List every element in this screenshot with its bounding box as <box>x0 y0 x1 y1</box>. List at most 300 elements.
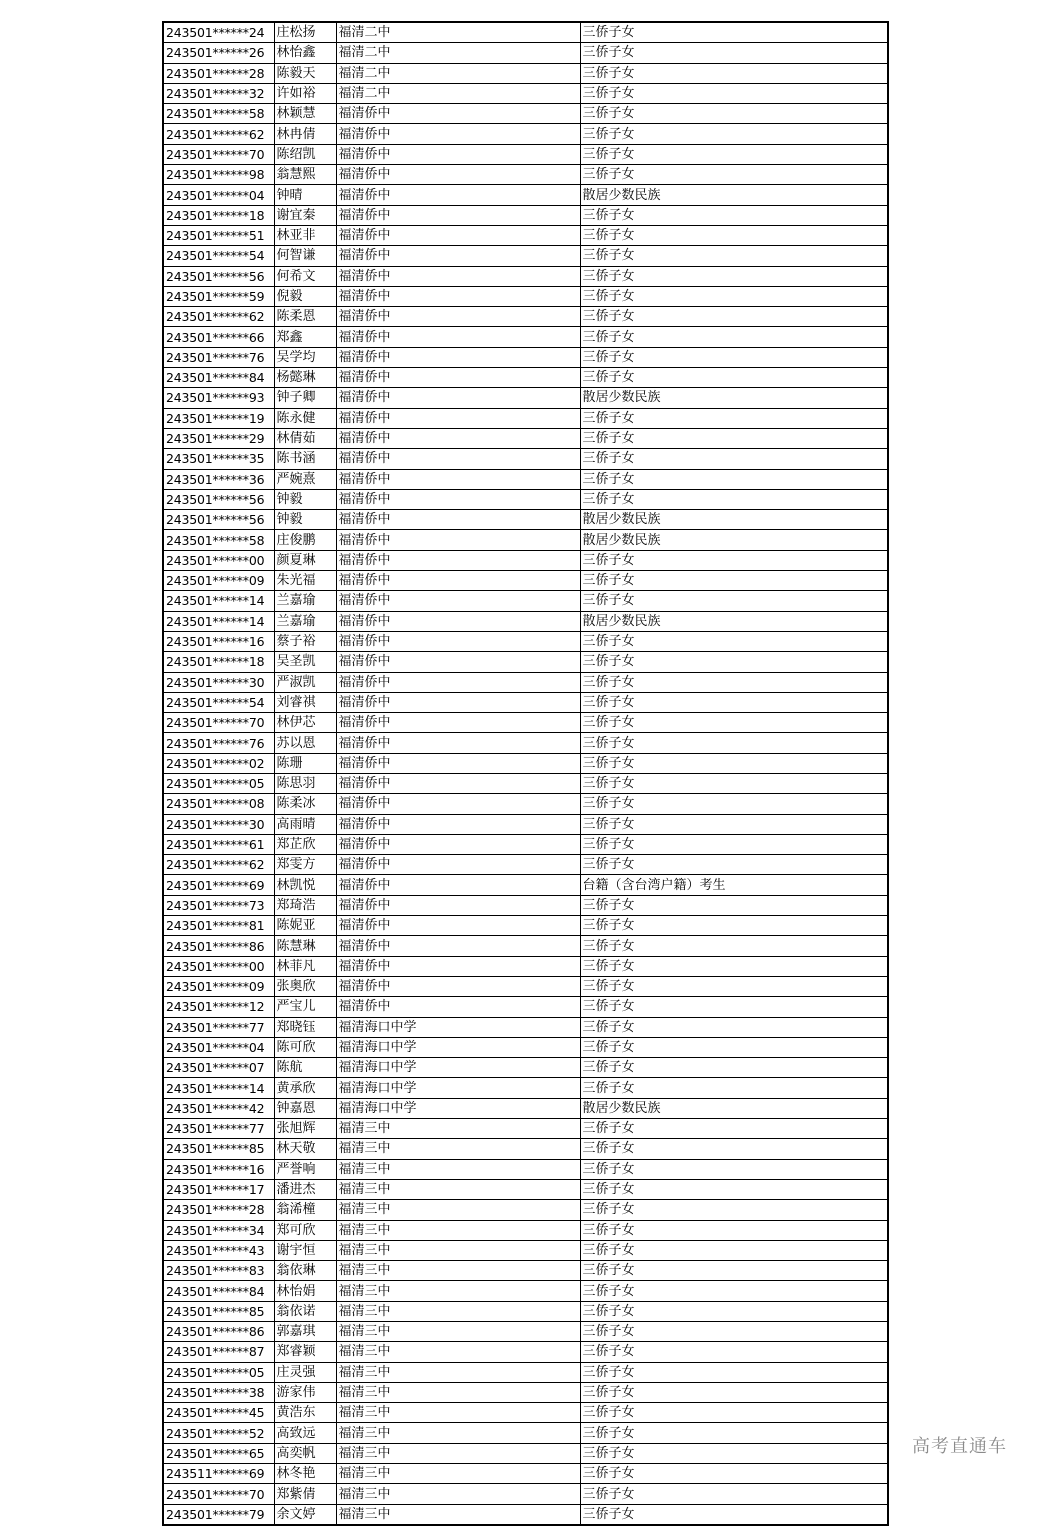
school-cell: 福清侨中 <box>336 733 580 753</box>
table-row <box>163 814 888 834</box>
school-cell: 福清三中 <box>336 1220 580 1240</box>
school-cell: 福清侨中 <box>336 713 580 733</box>
name-cell: 林凯悦 <box>274 875 336 895</box>
table-row <box>163 591 888 611</box>
table-row <box>163 1179 888 1199</box>
exam-id-cell: 243501******69 <box>163 875 274 895</box>
school-cell: 福清三中 <box>336 1382 580 1402</box>
exam-id-cell: 243501******52 <box>163 1423 274 1443</box>
school-cell: 福清三中 <box>336 1159 580 1179</box>
category-cell: 散居少数民族 <box>580 388 888 408</box>
school-cell: 福清侨中 <box>336 489 580 509</box>
exam-id-cell: 243501******56 <box>163 489 274 509</box>
exam-id-cell: 243501******30 <box>163 814 274 834</box>
table-row <box>163 550 888 570</box>
exam-id-cell: 243501******98 <box>163 165 274 185</box>
school-cell: 福清侨中 <box>336 530 580 550</box>
category-cell: 三侨子女 <box>580 773 888 793</box>
school-cell: 福清三中 <box>336 1281 580 1301</box>
exam-id-cell: 243501******14 <box>163 591 274 611</box>
category-cell: 三侨子女 <box>580 347 888 367</box>
table-row <box>163 1220 888 1240</box>
category-cell: 三侨子女 <box>580 1301 888 1321</box>
name-cell: 兰嘉瑜 <box>274 591 336 611</box>
category-cell: 散居少数民族 <box>580 510 888 530</box>
school-cell: 福清三中 <box>336 1423 580 1443</box>
exam-id-cell: 243501******28 <box>163 1200 274 1220</box>
name-cell: 庄松扬 <box>274 22 336 43</box>
name-cell: 兰嘉瑜 <box>274 611 336 631</box>
exam-id-cell: 243501******05 <box>163 773 274 793</box>
exam-id-cell: 243501******34 <box>163 1220 274 1240</box>
school-cell: 福清侨中 <box>336 428 580 448</box>
exam-id-cell: 243501******62 <box>163 307 274 327</box>
category-cell: 台籍（含台湾户籍）考生 <box>580 875 888 895</box>
table-row <box>163 1017 888 1037</box>
table-row <box>163 855 888 875</box>
category-cell: 三侨子女 <box>580 327 888 347</box>
category-cell: 三侨子女 <box>580 307 888 327</box>
school-cell: 福清侨中 <box>336 307 580 327</box>
school-cell: 福清侨中 <box>336 571 580 591</box>
school-cell: 福清侨中 <box>336 327 580 347</box>
name-cell: 严淑凯 <box>274 672 336 692</box>
exam-id-cell: 243501******19 <box>163 408 274 428</box>
exam-id-cell: 243501******51 <box>163 225 274 245</box>
school-cell: 福清三中 <box>336 1179 580 1199</box>
exam-id-cell: 243501******86 <box>163 936 274 956</box>
category-cell: 三侨子女 <box>580 165 888 185</box>
exam-id-cell: 243501******66 <box>163 327 274 347</box>
category-cell: 三侨子女 <box>580 834 888 854</box>
name-cell: 张旭辉 <box>274 1119 336 1139</box>
table-row <box>163 43 888 63</box>
school-cell: 福清三中 <box>336 1301 580 1321</box>
exam-id-cell: 243501******85 <box>163 1139 274 1159</box>
exam-id-cell: 243501******18 <box>163 652 274 672</box>
category-cell: 三侨子女 <box>580 895 888 915</box>
category-cell: 三侨子女 <box>580 1342 888 1362</box>
name-cell: 庄灵强 <box>274 1362 336 1382</box>
exam-id-cell: 243501******16 <box>163 631 274 651</box>
exam-id-cell: 243501******58 <box>163 530 274 550</box>
name-cell: 吴学均 <box>274 347 336 367</box>
category-cell: 三侨子女 <box>580 225 888 245</box>
school-cell: 福清侨中 <box>336 347 580 367</box>
exam-id-cell: 243501******09 <box>163 976 274 996</box>
school-cell: 福清侨中 <box>336 225 580 245</box>
category-cell: 三侨子女 <box>580 449 888 469</box>
exam-id-cell: 243501******54 <box>163 246 274 266</box>
name-cell: 林冬艳 <box>274 1464 336 1484</box>
exam-id-cell: 243501******14 <box>163 611 274 631</box>
exam-id-cell: 243501******24 <box>163 22 274 43</box>
table-row <box>163 205 888 225</box>
category-cell: 三侨子女 <box>580 976 888 996</box>
exam-id-cell: 243501******77 <box>163 1119 274 1139</box>
table-row <box>163 1119 888 1139</box>
category-cell: 三侨子女 <box>580 489 888 509</box>
exam-id-cell: 243501******09 <box>163 571 274 591</box>
exam-id-cell: 243501******76 <box>163 733 274 753</box>
school-cell: 福清侨中 <box>336 875 580 895</box>
table-row <box>163 1423 888 1443</box>
school-cell: 福清侨中 <box>336 124 580 144</box>
name-cell: 倪毅 <box>274 286 336 306</box>
table-row <box>163 165 888 185</box>
category-cell: 三侨子女 <box>580 672 888 692</box>
table-row <box>163 997 888 1017</box>
table-row <box>163 672 888 692</box>
name-cell: 翁浠橦 <box>274 1200 336 1220</box>
school-cell: 福清二中 <box>336 43 580 63</box>
name-cell: 黄承欣 <box>274 1078 336 1098</box>
exam-id-cell: 243501******38 <box>163 1382 274 1402</box>
school-cell: 福清侨中 <box>336 408 580 428</box>
table-row <box>163 1058 888 1078</box>
category-cell: 三侨子女 <box>580 1240 888 1260</box>
category-cell: 三侨子女 <box>580 428 888 448</box>
table-row <box>163 1078 888 1098</box>
table-row <box>163 1443 888 1463</box>
school-cell: 福清侨中 <box>336 611 580 631</box>
exam-id-cell: 243501******62 <box>163 124 274 144</box>
table-row <box>163 286 888 306</box>
name-cell: 林亚非 <box>274 225 336 245</box>
table-row <box>163 266 888 286</box>
school-cell: 福清侨中 <box>336 469 580 489</box>
school-cell: 福清侨中 <box>336 104 580 124</box>
category-cell: 三侨子女 <box>580 246 888 266</box>
exam-id-cell: 243501******28 <box>163 63 274 83</box>
name-cell: 严宝儿 <box>274 997 336 1017</box>
name-cell: 陈书涵 <box>274 449 336 469</box>
name-cell: 陈妮亚 <box>274 916 336 936</box>
exam-id-cell: 243501******42 <box>163 1098 274 1118</box>
category-cell: 三侨子女 <box>580 652 888 672</box>
exam-id-cell: 243501******84 <box>163 1281 274 1301</box>
school-cell: 福清二中 <box>336 83 580 103</box>
exam-id-cell: 243501******86 <box>163 1322 274 1342</box>
name-cell: 郑紫倩 <box>274 1484 336 1504</box>
category-cell: 三侨子女 <box>580 1504 888 1525</box>
table-row <box>163 794 888 814</box>
school-cell: 福清三中 <box>336 1139 580 1159</box>
name-cell: 林天敬 <box>274 1139 336 1159</box>
school-cell: 福清侨中 <box>336 165 580 185</box>
name-cell: 吴圣凯 <box>274 652 336 672</box>
name-cell: 林菲凡 <box>274 956 336 976</box>
category-cell: 三侨子女 <box>580 368 888 388</box>
name-cell: 何智谦 <box>274 246 336 266</box>
table-row <box>163 327 888 347</box>
name-cell: 陈柔冰 <box>274 794 336 814</box>
name-cell: 刘睿祺 <box>274 692 336 712</box>
category-cell: 三侨子女 <box>580 1037 888 1057</box>
name-cell: 钟嘉恩 <box>274 1098 336 1118</box>
table-row <box>163 916 888 936</box>
table-row <box>163 875 888 895</box>
name-cell: 蔡子裕 <box>274 631 336 651</box>
school-cell: 福清侨中 <box>336 916 580 936</box>
table-row <box>163 1301 888 1321</box>
table-row <box>163 1139 888 1159</box>
name-cell: 翁依诺 <box>274 1301 336 1321</box>
school-cell: 福清三中 <box>336 1443 580 1463</box>
school-cell: 福清侨中 <box>336 672 580 692</box>
exam-id-cell: 243501******14 <box>163 1078 274 1098</box>
school-cell: 福清三中 <box>336 1484 580 1504</box>
school-cell: 福清海口中学 <box>336 1017 580 1037</box>
exam-id-cell: 243501******79 <box>163 1504 274 1525</box>
table-row <box>163 1281 888 1301</box>
school-cell: 福清侨中 <box>336 388 580 408</box>
school-cell: 福清侨中 <box>336 834 580 854</box>
exam-id-cell: 243501******45 <box>163 1403 274 1423</box>
category-cell: 三侨子女 <box>580 1017 888 1037</box>
school-cell: 福清侨中 <box>336 773 580 793</box>
name-cell: 郑可欣 <box>274 1220 336 1240</box>
table-row <box>163 388 888 408</box>
category-cell: 三侨子女 <box>580 1119 888 1139</box>
category-cell: 三侨子女 <box>580 1281 888 1301</box>
school-cell: 福清海口中学 <box>336 1037 580 1057</box>
name-cell: 庄俊鹏 <box>274 530 336 550</box>
school-cell: 福清侨中 <box>336 814 580 834</box>
school-cell: 福清侨中 <box>336 246 580 266</box>
name-cell: 陈永健 <box>274 408 336 428</box>
school-cell: 福清海口中学 <box>336 1058 580 1078</box>
school-cell: 福清侨中 <box>336 449 580 469</box>
category-cell: 三侨子女 <box>580 104 888 124</box>
category-cell: 三侨子女 <box>580 1179 888 1199</box>
category-cell: 散居少数民族 <box>580 1098 888 1118</box>
table-row <box>163 652 888 672</box>
school-cell: 福清侨中 <box>336 956 580 976</box>
table-row <box>163 225 888 245</box>
exam-id-cell: 243501******70 <box>163 1484 274 1504</box>
table-row <box>163 1098 888 1118</box>
table-row <box>163 1322 888 1342</box>
table-row <box>163 773 888 793</box>
name-cell: 钟毅 <box>274 489 336 509</box>
school-cell: 福清二中 <box>336 22 580 43</box>
name-cell: 钟子卿 <box>274 388 336 408</box>
category-cell: 三侨子女 <box>580 631 888 651</box>
school-cell: 福清侨中 <box>336 550 580 570</box>
exam-id-cell: 243501******84 <box>163 368 274 388</box>
school-cell: 福清侨中 <box>336 794 580 814</box>
table-row <box>163 1342 888 1362</box>
category-cell: 三侨子女 <box>580 733 888 753</box>
table-row <box>163 1037 888 1057</box>
category-cell: 三侨子女 <box>580 1058 888 1078</box>
table-row <box>163 713 888 733</box>
exam-id-cell: 243501******77 <box>163 1017 274 1037</box>
name-cell: 游家伟 <box>274 1382 336 1402</box>
table-row <box>163 408 888 428</box>
category-cell: 三侨子女 <box>580 63 888 83</box>
exam-id-cell: 243501******16 <box>163 1159 274 1179</box>
exam-id-cell: 243501******02 <box>163 753 274 773</box>
name-cell: 林颖慧 <box>274 104 336 124</box>
exam-id-cell: 243511******69 <box>163 1464 274 1484</box>
category-cell: 三侨子女 <box>580 205 888 225</box>
exam-id-cell: 243501******83 <box>163 1261 274 1281</box>
name-cell: 林怡娟 <box>274 1281 336 1301</box>
category-cell: 三侨子女 <box>580 1200 888 1220</box>
exam-id-cell: 243501******70 <box>163 144 274 164</box>
exam-id-cell: 243501******62 <box>163 855 274 875</box>
category-cell: 三侨子女 <box>580 855 888 875</box>
exam-id-cell: 243501******65 <box>163 1443 274 1463</box>
name-cell: 陈可欣 <box>274 1037 336 1057</box>
table-row <box>163 83 888 103</box>
category-cell: 三侨子女 <box>580 83 888 103</box>
exam-id-cell: 243501******35 <box>163 449 274 469</box>
exam-id-cell: 243501******43 <box>163 1240 274 1260</box>
exam-id-cell: 243501******85 <box>163 1301 274 1321</box>
table-row <box>163 733 888 753</box>
table-row <box>163 1362 888 1382</box>
name-cell: 翁依琳 <box>274 1261 336 1281</box>
name-cell: 陈绍凯 <box>274 144 336 164</box>
name-cell: 苏以恩 <box>274 733 336 753</box>
name-cell: 林冉倩 <box>274 124 336 144</box>
category-cell: 三侨子女 <box>580 286 888 306</box>
exam-id-cell: 243501******07 <box>163 1058 274 1078</box>
exam-id-cell: 243501******12 <box>163 997 274 1017</box>
school-cell: 福清三中 <box>336 1464 580 1484</box>
table-row <box>163 124 888 144</box>
name-cell: 高奕帆 <box>274 1443 336 1463</box>
name-cell: 朱光福 <box>274 571 336 591</box>
exam-id-cell: 243501******58 <box>163 104 274 124</box>
school-cell: 福清侨中 <box>336 692 580 712</box>
school-cell: 福清侨中 <box>336 205 580 225</box>
category-cell: 散居少数民族 <box>580 530 888 550</box>
name-cell: 陈航 <box>274 1058 336 1078</box>
name-cell: 许如裕 <box>274 83 336 103</box>
category-cell: 三侨子女 <box>580 591 888 611</box>
watermark-text: 高考直通车 <box>912 1436 1007 1457</box>
category-cell: 三侨子女 <box>580 550 888 570</box>
table-row <box>163 530 888 550</box>
table-row <box>163 449 888 469</box>
name-cell: 谢宜秦 <box>274 205 336 225</box>
school-cell: 福清三中 <box>336 1119 580 1139</box>
category-cell: 三侨子女 <box>580 266 888 286</box>
table-row <box>163 976 888 996</box>
category-cell: 三侨子女 <box>580 753 888 773</box>
table-row <box>163 571 888 591</box>
name-cell: 高致远 <box>274 1423 336 1443</box>
name-cell: 钟毅 <box>274 510 336 530</box>
table-row <box>163 368 888 388</box>
name-cell: 郑睿颖 <box>274 1342 336 1362</box>
exam-id-cell: 243501******56 <box>163 266 274 286</box>
table-row <box>163 631 888 651</box>
school-cell: 福清三中 <box>336 1362 580 1382</box>
exam-id-cell: 243501******59 <box>163 286 274 306</box>
school-cell: 福清三中 <box>336 1240 580 1260</box>
school-cell: 福清海口中学 <box>336 1098 580 1118</box>
category-cell: 散居少数民族 <box>580 611 888 631</box>
exam-id-cell: 243501******70 <box>163 713 274 733</box>
category-cell: 散居少数民族 <box>580 185 888 205</box>
school-cell: 福清侨中 <box>336 976 580 996</box>
category-cell: 三侨子女 <box>580 1322 888 1342</box>
table-row <box>163 936 888 956</box>
table-row <box>163 692 888 712</box>
table-row <box>163 469 888 489</box>
category-cell: 三侨子女 <box>580 1443 888 1463</box>
exam-id-cell: 243501******87 <box>163 1342 274 1362</box>
table-row <box>163 144 888 164</box>
table-row <box>163 428 888 448</box>
name-cell: 黄浩东 <box>274 1403 336 1423</box>
category-cell: 三侨子女 <box>580 1362 888 1382</box>
category-cell: 三侨子女 <box>580 22 888 43</box>
category-cell: 三侨子女 <box>580 713 888 733</box>
name-cell: 郭嘉琪 <box>274 1322 336 1342</box>
exam-id-cell: 243501******76 <box>163 347 274 367</box>
table-row <box>163 1240 888 1260</box>
name-cell: 颜夏琳 <box>274 550 336 570</box>
school-cell: 福清侨中 <box>336 368 580 388</box>
exam-id-cell: 243501******61 <box>163 834 274 854</box>
exam-id-cell: 243501******08 <box>163 794 274 814</box>
name-cell: 潘进杰 <box>274 1179 336 1199</box>
school-cell: 福清侨中 <box>336 753 580 773</box>
exam-id-cell: 243501******32 <box>163 83 274 103</box>
category-cell: 三侨子女 <box>580 1220 888 1240</box>
school-cell: 福清侨中 <box>336 144 580 164</box>
category-cell: 三侨子女 <box>580 469 888 489</box>
category-cell: 三侨子女 <box>580 692 888 712</box>
name-cell: 陈慧琳 <box>274 936 336 956</box>
category-cell: 三侨子女 <box>580 1139 888 1159</box>
exam-id-cell: 243501******18 <box>163 205 274 225</box>
table-row <box>163 1504 888 1525</box>
name-cell: 郑雯方 <box>274 855 336 875</box>
exam-id-cell: 243501******00 <box>163 550 274 570</box>
name-cell: 杨懿琳 <box>274 368 336 388</box>
exam-id-cell: 243501******17 <box>163 1179 274 1199</box>
exam-id-cell: 243501******36 <box>163 469 274 489</box>
name-cell: 林伊芯 <box>274 713 336 733</box>
category-cell: 三侨子女 <box>580 1261 888 1281</box>
exam-id-cell: 243501******00 <box>163 956 274 976</box>
category-cell: 三侨子女 <box>580 794 888 814</box>
school-cell: 福清侨中 <box>336 266 580 286</box>
table-row <box>163 1464 888 1484</box>
name-cell: 严婉熹 <box>274 469 336 489</box>
name-cell: 翁慧熙 <box>274 165 336 185</box>
table-row <box>163 834 888 854</box>
school-cell: 福清三中 <box>336 1504 580 1525</box>
exam-id-cell: 243501******26 <box>163 43 274 63</box>
exam-id-cell: 243501******04 <box>163 185 274 205</box>
name-cell: 余文婷 <box>274 1504 336 1525</box>
name-cell: 林倩茹 <box>274 428 336 448</box>
name-cell: 张奥欣 <box>274 976 336 996</box>
school-cell: 福清侨中 <box>336 652 580 672</box>
table-row <box>163 347 888 367</box>
school-cell: 福清三中 <box>336 1200 580 1220</box>
category-cell: 三侨子女 <box>580 936 888 956</box>
school-cell: 福清侨中 <box>336 510 580 530</box>
